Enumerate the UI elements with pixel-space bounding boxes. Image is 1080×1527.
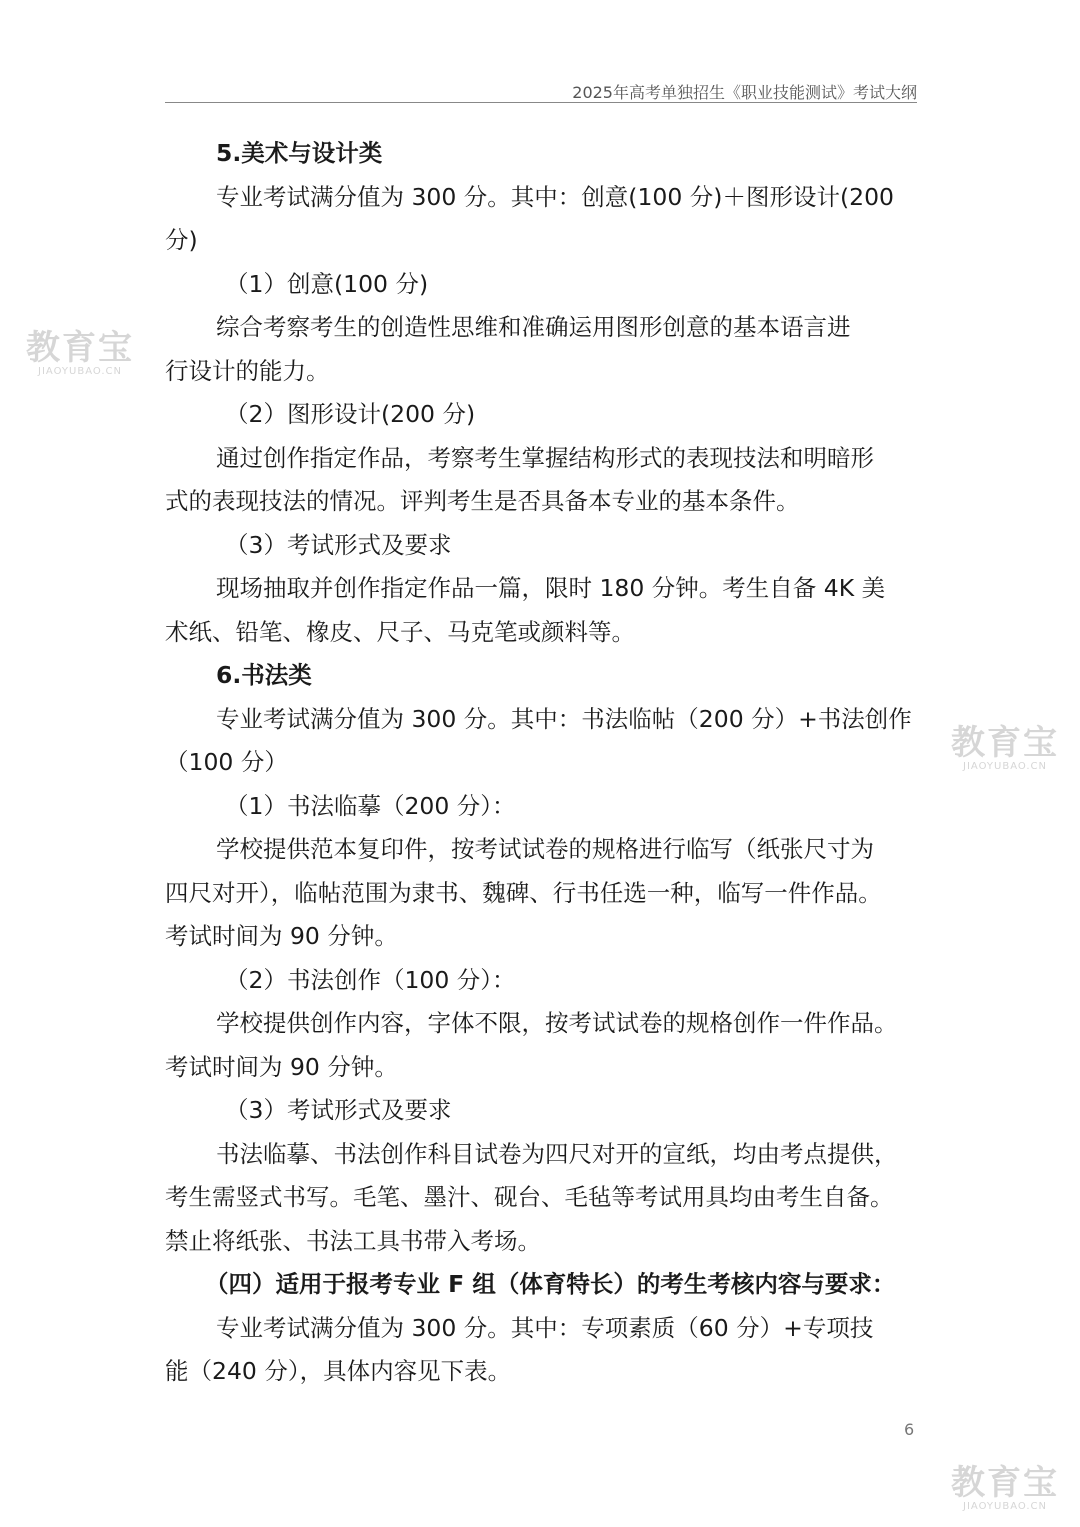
paragraph-line: 四尺对开），临帖范围为隶书、魏碑、行书任选一种，临写一件作品。	[165, 878, 882, 907]
subsection-heading: （2）书法创作（100 分）：	[225, 965, 516, 994]
paragraph-line: 分)	[165, 226, 198, 254]
paragraph-line: 学校提供创作内容，字体不限，按考试试卷的规格创作一件作品。	[216, 1009, 898, 1037]
watermark-text: 教育宝	[951, 1463, 1059, 1503]
watermark-url: JIAOYUBAO.CN	[38, 366, 122, 377]
subsection-heading: （1）书法临摹（200 分）：	[225, 791, 516, 820]
header-rule	[165, 102, 917, 103]
paragraph-line: （100 分）	[165, 748, 288, 776]
document-body	[165, 132, 925, 1394]
watermark-left	[10, 330, 150, 378]
paragraph-line: 考试时间为 90 分钟。	[165, 1052, 398, 1081]
paragraph-line: 现场抽取并创作指定作品一篇，限时 180 分钟。考生自备 4K 美	[216, 574, 886, 602]
watermark-text: 教育宝	[26, 328, 134, 368]
subsection-heading: （3）考试形式及要求	[225, 530, 452, 559]
paragraph-line: 专业考试满分值为 300 分。其中：书法临帖（200 分）+书法创作	[216, 704, 912, 733]
paragraph-line: 式的表现技法的情况。评判考生是否具备本专业的基本条件。	[165, 487, 800, 515]
page-header: 2025年高考单独招生《职业技能测试》考试大纲	[572, 83, 917, 102]
section-heading: 6.书法类	[216, 661, 312, 689]
subsection-heading: （3）考试形式及要求	[225, 1096, 452, 1124]
paragraph-line: 综合考察考生的创造性思维和准确运用图形创意的基本语言进	[216, 313, 851, 341]
watermark-url: JIAOYUBAO.CN	[963, 761, 1047, 772]
watermark-bottom	[935, 1465, 1075, 1513]
watermark-text: 教育宝	[951, 723, 1059, 763]
paragraph-line: 能（240 分），具体内容见下表。	[165, 1357, 512, 1385]
subsection-heading: （1）创意(100 分)	[225, 269, 429, 298]
paragraph-line: 考生需竖式书写。毛笔、墨汁、砚台、毛毡等考试用具均由考生自备。	[165, 1183, 894, 1211]
paragraph-line: 行设计的能力。	[165, 356, 330, 385]
paragraph-line: 专业考试满分值为 300 分。其中：专项素质（60 分）+专项技	[216, 1313, 874, 1342]
page-number: 6	[904, 1420, 915, 1439]
section-heading: 5.美术与设计类	[216, 139, 383, 167]
paragraph-line: 术纸、铅笔、橡皮、尺子、马克笔或颜料等。	[165, 617, 635, 646]
section-heading: （四）适用于报考专业 F 组（体育特长）的考生考核内容与要求：	[205, 1270, 896, 1298]
paragraph-line: 专业考试满分值为 300 分。其中：创意(100 分)＋图形设计(200	[216, 182, 894, 211]
paragraph-line: 通过创作指定作品，考察考生掌握结构形式的表现技法和明暗形	[216, 443, 874, 472]
watermark-right	[935, 725, 1075, 773]
watermark-url: JIAOYUBAO.CN	[963, 1501, 1047, 1512]
paragraph-line: 考试时间为 90 分钟。	[165, 922, 398, 950]
paragraph-line: 学校提供范本复印件，按考试试卷的规格进行临写（纸张尺寸为	[216, 835, 874, 863]
subsection-heading: （2）图形设计(200 分)	[225, 400, 476, 428]
paragraph-line: 书法临摹、书法创作科目试卷为四尺对开的宣纸，均由考点提供，	[216, 1139, 898, 1168]
paragraph-line: 禁止将纸张、书法工具书带入考场。	[165, 1226, 541, 1255]
